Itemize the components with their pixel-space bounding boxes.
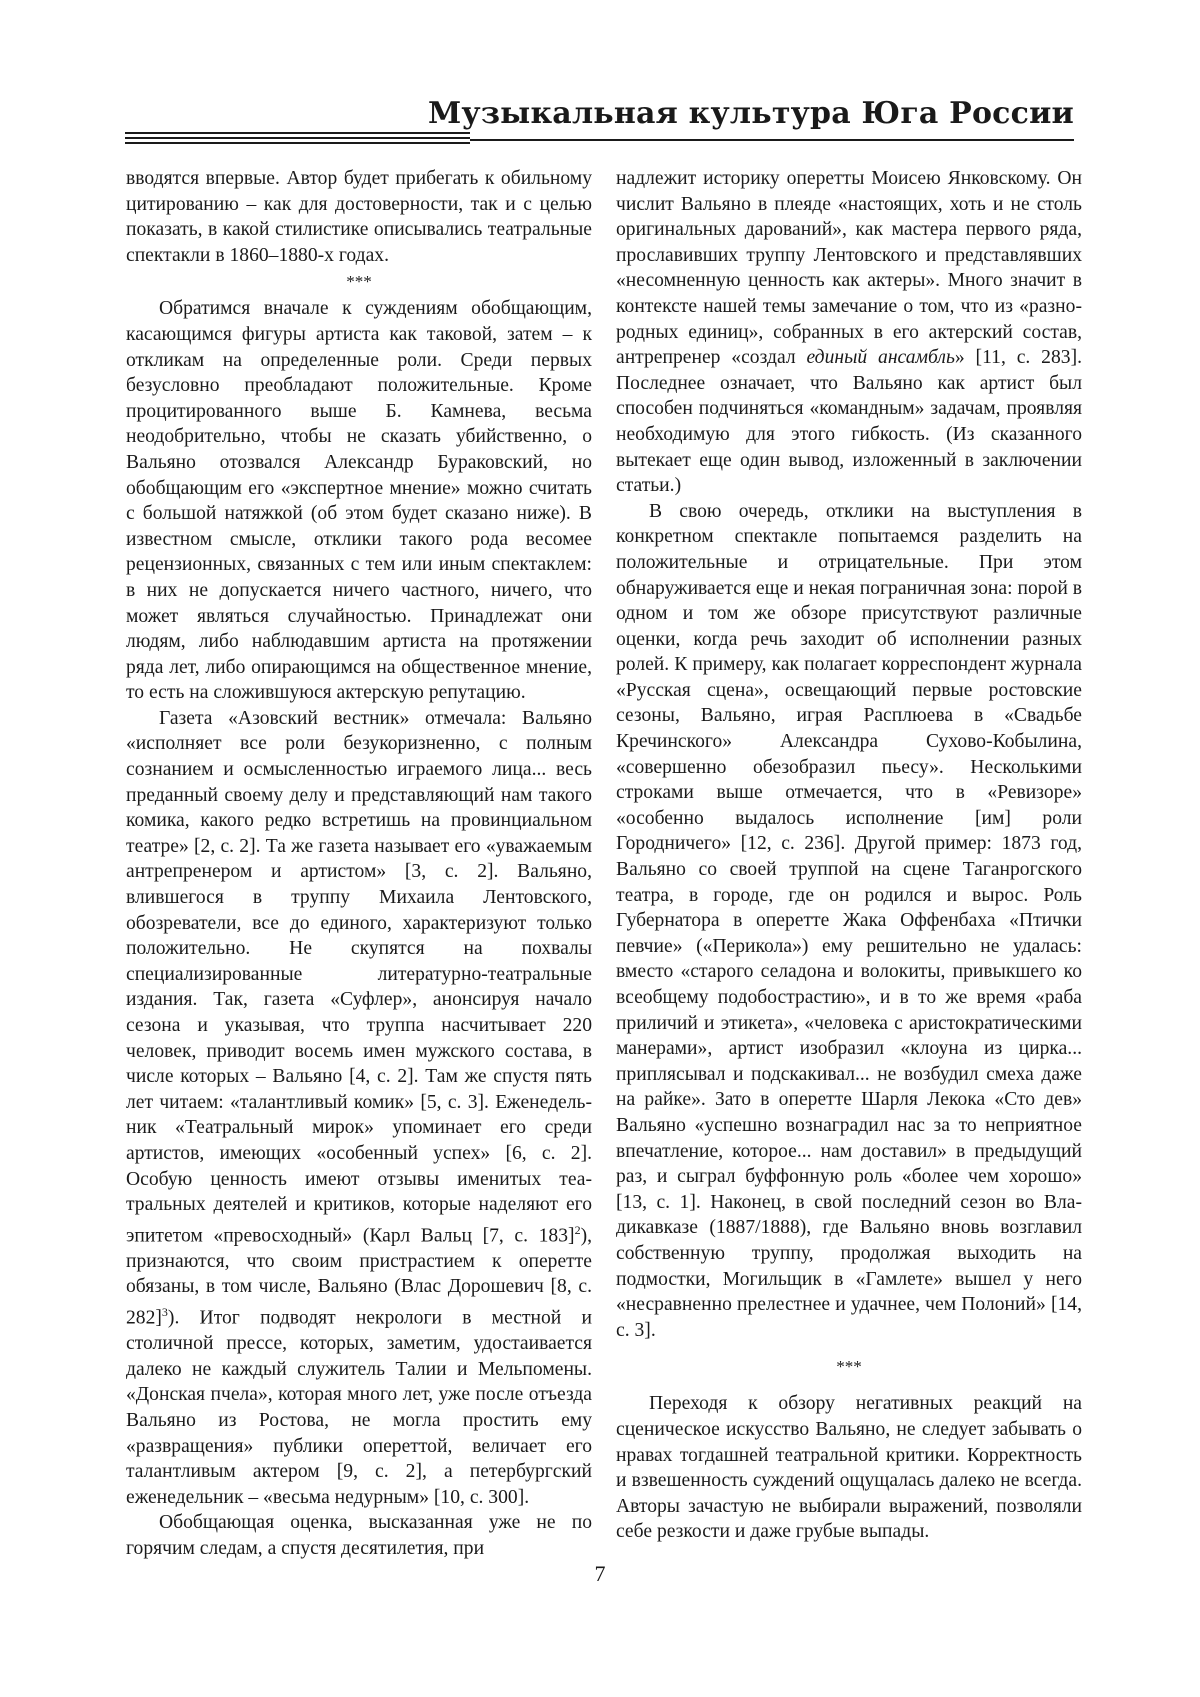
paragraph: Переходя к обзору негативных реакций на сценическое искусство Вальяно, не следует забывать о нравах тогдашней театральной критики. Корректность и взвешенность суждений ощущалась далеко не всегда. Авторы зачастую не выбирали выражений, позволяли себе резкости и даже грубые выпады. [616,1393,1082,1543]
paragraph: Обратимся вначале к суждениям обобщающим, касающимся фигуры артиста как таковой, затем – к откликам на определенные роли. Среди первых безусловно преобладают положительные. Кроме процитированного выше Б. Камнева, весьма неодобрительно, чтобы не сказать убийственно, о Вальяно отозвался Александр Бураковский, но обобщающим его «экспертное мнение» можно считать с большой натяжкой (об этом будет сказано ниже). В известном смысле, отклики такого рода весомее рецензионных, связанных с тем или иным спектаклем: в них не допускается ничего частного, ничего, что может являться случайностью. Принадлежат они людям, либо наблюдавшим артиста на протяжении ряда лет, либо опирающимся на общественное мнение, то есть на сложившуюся актерскую репутацию. [126,298,592,704]
paragraph: вводятся впервые. Автор будет прибегать к обильному цитированию – как для достоверности, так и с целью показать, в какой стилистике описывались театральные спектакли в 1860–1880-х годах. [126,168,592,266]
right-column [616,166,1082,1545]
journal-title: Музыкальная культура Юга России [428,96,1074,131]
paragraph: В свою очередь, отклики на выступления в конкретном спектакле попытаемся разделить на положительные и отрицательные. При этом обнаруживается еще и некая пограничная зона: порой в одном и том же обзоре присутствуют различные оценки, когда речь заходит об исполнении разных ролей. К примеру, как полагает корреспондент журнала «Русская сцена», освещающий первые ростовские сезоны, Вальяно, играя Расплюева в «Свадьбе Кречинского» Александра Сухово-Кобылина, «совершенно обезобразил пьесу». Несколькими строками выше отмечается, что в «Ревизоре» «особенно выдалось исполнение [им] роли Городничего» [12, с. 236]. Другой пример: 1873 год, Вальяно со своей труппой на сцене Таганрогского театра, в городе, где он родился и вырос. Роль Губернатора в оперетте Жака Оффенбаха «Птички певчие» («Перикола») ему решительно не удалась: вместо «старого селадона и волокиты, привыкшего ко всеобщему подобострастию», и в то же время «раба приличий и этикета», «человека с аристократическими манерами», артист изобразил «клоуна из цирка... приплясывал и подскакивал... не возбудил смеха даже на райке». Зато в оперетте Шарля Лекока «Сто дев» Вальяно «успешно вознаградил нас за то неприятное впечатление, которое... нам доставил» в предыдущий раз, и сыграл буффонную роль «более чем хорошо» [13, с. 1]. Наконец, в свой последний сезон во Владикавказе (1887/1888), где Вальяно вновь возглавил собственную труппу, продолжая выходить на подмостки, Могильщик в «Гамлете» вышел у него «несравненно прелестнее и удачнее, чем Полоний» [14, с. 3]. [616,500,1082,1341]
emphasis-text: единый ансамбль [806,347,955,369]
footnote-marker: 3 [161,1305,168,1320]
paragraph: Обобщающая оценка, высказанная уже не по горячим следам, а спустя десятилетия, при [126,1512,592,1559]
header-rule [470,139,1074,141]
section-separator: *** [346,272,372,292]
paragraph-text: ). Итог подводят некрологи в местной и столичной прессе, которых, заметим, удостаивается далеко не каждый служитель Талии и Мельпомены. «Донская пчела», которая много лет, уже после отъезда Вальяно из Ростова, не могла простить ему «развращения» публики опереттой, величает его талантливым актером [9, с. 2], а петербургский еженедельник – «весьма недурным» [10, с. 300]. [126,1307,592,1508]
paragraph-text: надлежит историку оперетты Моисею Янковскому. Он числит Вальяно в плеяде «настоящих, хоть и не столь оригинальных дарований», как мастера первого ряда, прославивших труппу Лентовского и представлявших «несомненную ценность как актеры». Много значит в контексте нашей темы замечание о том, что из «разнородных единиц», собранных в его актерский состав, антрепренер «создал [616,168,1082,369]
paragraph [126,706,592,1510]
footnote-marker: 2 [574,1222,581,1237]
header-rule-decorative [125,132,470,145]
left-column [126,166,592,1562]
paragraph-text: Газета «Азовский вестник» отмечала: Вальяно «исполняет все роли безукоризненно, с полным сознанием и осмысленностью играемого лица... весь преданный своему делу и представляющий нам такого комика, какого редко встретишь на провинциальном театре» [2, с. 2]. Та же газета называет его «уважаемым антрепренером и артистом» [3, с. 2]. Вальяно, влившегося в труппу Михаила Лентовского, обозреватели, все до единого, характеризуют только положительно. Не скупятся на похвалы специализированные литературно-театральные издания. Так, газета «Суфлер», анонсируя начало сезона и указывая, что труппа насчитывает 220 человек, приводит восемь имен мужского состава, в числе которых – Вальяно [4, с. 2]. Там же спустя пять лет читаем: «талантливый комик» [5, с. 3]. Еженедельник «Театральный мирок» упоминает его среди артистов, имеющих «особенный успех» [6, с. 2]. Особую ценность имеют отзывы именитых театральных деятелей и критиков, которые наделяют его эпитетом «превосходный» (Карл Вальц [7, с. 183] [126,707,592,1247]
paragraph [616,166,1082,499]
page-number: 7 [594,1561,606,1586]
paragraph-text: ), признаются, что своим пристрастием к оперетте обязаны, в том числе, Вальяно (Влас Дорошевич [8, с. 282] [126,1225,592,1329]
paragraph-text: » [11, с. 283]. Последнее означает, что Вальяно как артист был способен подчиняться «командным» задачам, проявляя необходимую для этого гибкость. (Из сказанного вытекает еще один вывод, изложенный в заключении статьи.) [616,347,1082,497]
section-separator: *** [836,1357,862,1377]
